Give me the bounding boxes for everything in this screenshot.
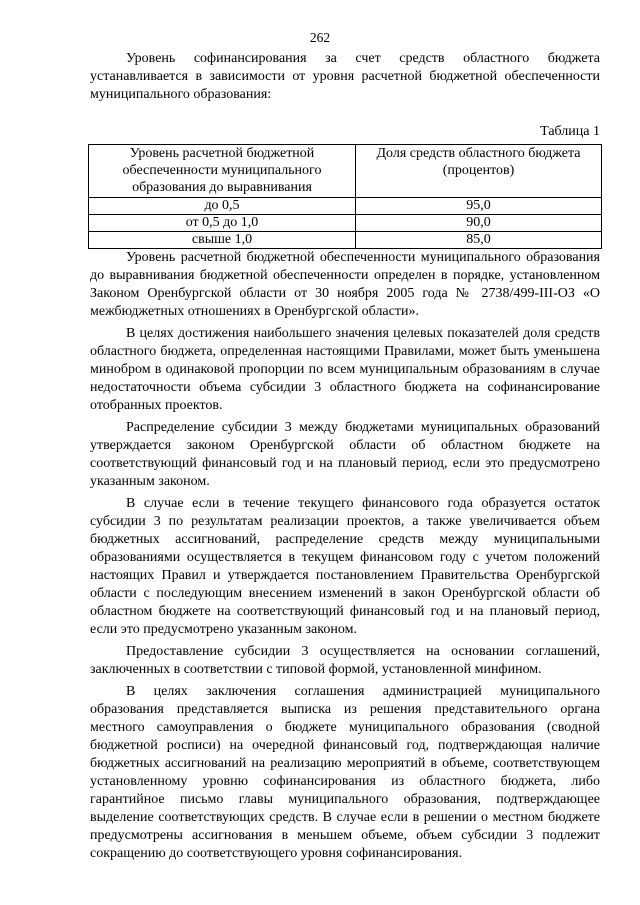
table-row <box>89 198 602 215</box>
table-header-cell: Доля средств областного бюджета (процентов) <box>356 145 602 198</box>
table-row <box>89 215 602 232</box>
table-cell-share: 85,0 <box>356 232 602 249</box>
table-cell-share: 90,0 <box>356 215 602 232</box>
table-header-cell: Уровень расчетной бюджетной обеспеченности муниципального образования до выравнивания <box>89 145 356 198</box>
body-paragraph: Уровень расчетной бюджетной обеспеченности муниципального образования до выравнивания бюджетной обеспеченности определен в порядке, установленном Законом Оренбургской области от 30 ноября 2005 года № 2738/499-III-ОЗ «О межбюджетных отношениях в Оренбургской области». <box>90 250 600 319</box>
body-text <box>90 249 600 863</box>
body-paragraph: Распределение субсидии 3 между бюджетами муниципальных образований утверждается законом Оренбургской области об областном бюджете на соответствующий финансовый год и на плановый период, если это предусмотрено указанным законом. <box>90 420 600 489</box>
table-caption: Таблица 1 <box>540 124 600 139</box>
table-header-row <box>89 145 602 198</box>
body-paragraph: В случае если в течение текущего финансового года образуется остаток субсидии 3 по результатам реализации проектов, а также увеличивается объем бюджетных ассигнований, распределение средств между муниципальными образованиями осуществляется в текущем финансовом году с учетом положений настоящих Правил и утверждается постановлением Правительства Оренбургской области с последующим внесением изменений в закон Оренбургской области об областном бюджете на соответствующий финансовый год и на плановый период, если это предусмотрено указанным законом. <box>90 496 600 637</box>
body-paragraph: Предоставление субсидии 3 осуществляется на основании соглашений, заключенных в соответствии с типовой формой, установленной минфином. <box>90 644 600 677</box>
intro-paragraph: Уровень софинансирования за счет средств областного бюджета устанавливается в зависимости от уровня расчетной бюджетной обеспеченности муниципального образования: <box>90 51 600 102</box>
table-row <box>89 232 602 249</box>
body-paragraph: В целях достижения наибольшего значения целевых показателей доля средств областного бюджета, определенная настоящими Правилами, может быть уменьшена минобром в одинаковой пропорции по всем муниципальным образованиям в случае недостаточности объема субсидии 3 областного бюджета на софинансирование отобранных проектов. <box>90 326 600 413</box>
cofinancing-table <box>88 144 602 249</box>
table-cell-level: от 0,5 до 1,0 <box>89 215 356 232</box>
table-cell-level: свыше 1,0 <box>89 232 356 249</box>
table-cell-share: 95,0 <box>356 198 602 215</box>
body-paragraph: В целях заключения соглашения администрацией муниципального образования представляется выписка из решения представительного органа местного самоуправления о бюджете муниципального образования (сводной бюджетной росписи) на очередной финансовый год, подтверждающая наличие бюджетных ассигнований на реализацию мероприятий в объеме, соответствующем установленному уровню софинансирования из областного бюджета, либо гарантийное письмо главы муниципального образования, подтверждающее выделение соответствующих средств. В случае если в решении о местном бюджете предусмотрены ассигнования в меньшем объеме, объем субсидии 3 подлежит сокращению до соответствующего уровня софинансирования. <box>90 684 600 861</box>
page-number: 262 <box>309 30 331 45</box>
table-cell-level: до 0,5 <box>89 198 356 215</box>
